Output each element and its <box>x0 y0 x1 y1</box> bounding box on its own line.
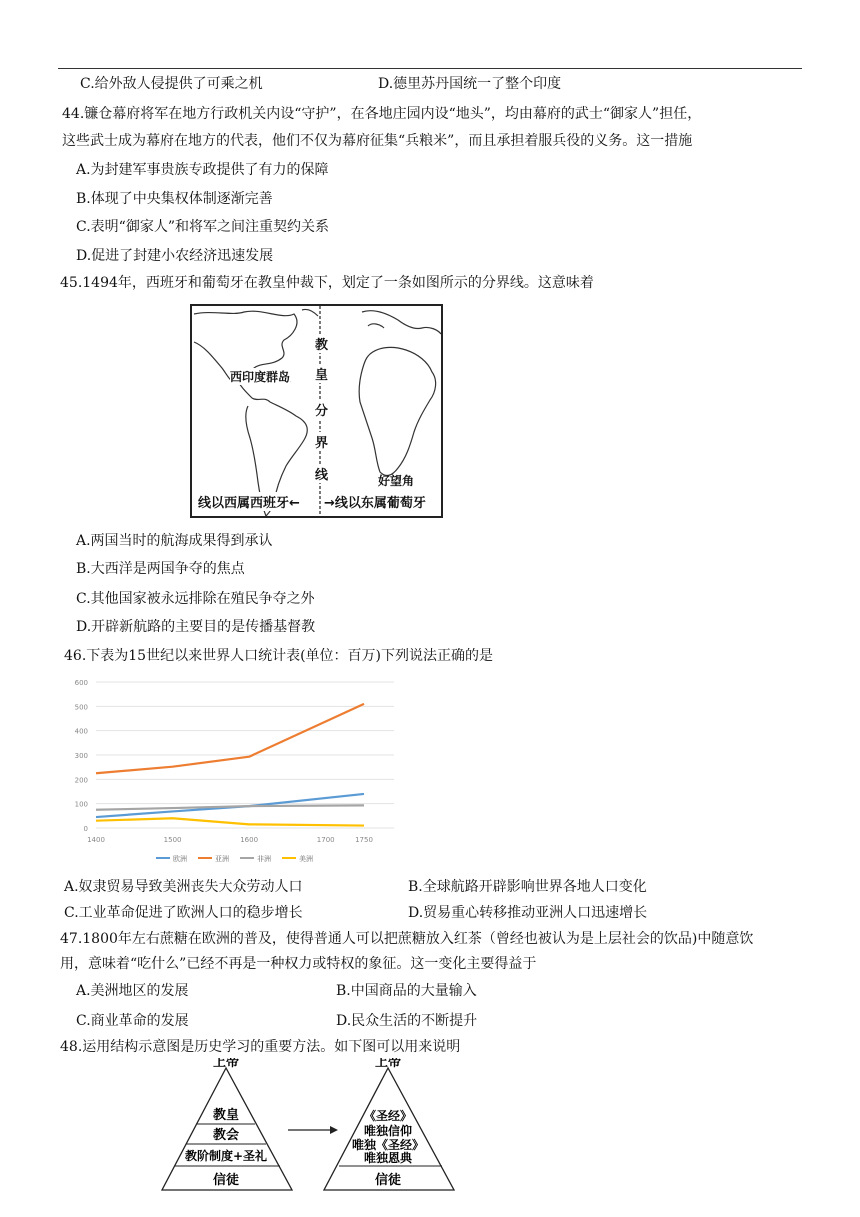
transition-arrow-icon <box>330 1126 338 1134</box>
west-indies-label: 西印度群岛 <box>230 370 291 384</box>
church-structure-svg <box>158 1058 458 1194</box>
header-rule <box>58 68 802 69</box>
q44-option-a[interactable]: A.为封建军事贵族专政提供了有力的保障 <box>76 162 329 178</box>
left-level-2: 教会 <box>212 1128 240 1143</box>
y-tick-label: 100 <box>74 800 88 809</box>
y-tick-label: 500 <box>74 703 88 712</box>
series-line <box>96 818 364 825</box>
cape-of-good-hope-label: 好望角 <box>378 474 415 488</box>
y-tick-label: 0 <box>83 825 88 833</box>
x-tick-label: 1500 <box>163 836 182 844</box>
q45-option-c[interactable]: C.其他国家被永远排除在殖民争夺之外 <box>76 591 315 607</box>
q44-stem-line-1: 44.镰仓幕府将军在地方行政机关内设“守护”，在各地庄园内设“地头”，均由幕府的武士“御家人”担任， <box>62 106 702 122</box>
q43-option-c[interactable]: C.给外敌人侵提供了可乘之机 <box>80 76 263 92</box>
line-char-5: 线 <box>315 464 328 483</box>
right-line-4: 唯独恩典 <box>363 1151 413 1165</box>
series-line <box>96 704 364 773</box>
demarcation-line-map <box>190 304 443 518</box>
x-tick-label: 1700 <box>316 836 335 844</box>
q46-option-c[interactable]: C.工业革命促进了欧洲人口的稳步增长 <box>64 905 303 921</box>
q46-option-b[interactable]: B.全球航路开辟影响世界各地人口变化 <box>408 879 647 895</box>
church-structure-diagram <box>158 1058 458 1194</box>
q48-stem: 48.运用结构示意图是历史学习的重要方法。如下图可以用来说明 <box>60 1039 461 1055</box>
y-tick-label: 300 <box>74 752 88 760</box>
q47-option-d[interactable]: D.民众生活的不断提升 <box>336 1013 478 1029</box>
right-top-label: 上帝 <box>374 1058 402 1070</box>
y-tick-label: 200 <box>74 776 88 785</box>
legend-label: 非洲 <box>257 855 271 863</box>
q47-option-a[interactable]: A.美洲地区的发展 <box>76 983 189 999</box>
right-line-3: 唯独《圣经》 <box>351 1138 425 1152</box>
west-arrow-icon: ← <box>289 496 300 511</box>
left-level-3: 教阶制度+圣礼 <box>184 1149 268 1163</box>
left-level-1: 教皇 <box>212 1108 240 1123</box>
east-portugal-label-group <box>324 492 426 511</box>
y-tick-label: 400 <box>74 727 88 736</box>
q47-stem-line-2: 用，意味着“吃什么”已经不再是一种权力或特权的象征。这一变化主要得益于 <box>60 956 537 972</box>
q46-option-a[interactable]: A.奴隶贸易导致美洲丧失大众劳动人口 <box>64 879 303 895</box>
right-line-1: 《圣经》 <box>363 1109 413 1123</box>
right-line-2: 唯独信仰 <box>363 1124 413 1138</box>
q45-option-b[interactable]: B.大西洋是两国争夺的焦点 <box>76 561 245 577</box>
x-tick-label: 1600 <box>240 836 259 844</box>
legend-label: 美洲 <box>299 855 313 863</box>
population-line-chart <box>64 672 404 872</box>
left-top-label: 上帝 <box>212 1058 240 1070</box>
population-chart-svg <box>64 672 404 872</box>
right-line-5: 信徒 <box>374 1173 402 1188</box>
x-tick-label: 1400 <box>87 836 105 844</box>
legend-label: 亚洲 <box>215 855 229 863</box>
q45-option-a[interactable]: A.两国当时的航海成果得到承认 <box>76 533 273 549</box>
q47-option-b[interactable]: B.中国商品的大量输入 <box>336 983 477 999</box>
q44-option-b[interactable]: B.体现了中央集权体制逐渐完善 <box>76 191 273 207</box>
line-char-3: 分 <box>315 400 328 419</box>
west-spain-label-group <box>198 492 300 511</box>
q47-option-c[interactable]: C.商业革命的发展 <box>76 1013 189 1029</box>
q45-option-d[interactable]: D.开辟新航路的主要目的是传播基督教 <box>76 619 316 635</box>
east-portugal-label: 线以东属葡萄牙 <box>334 496 426 511</box>
line-char-1: 教 <box>315 334 328 353</box>
east-arrow-icon: → <box>324 496 335 511</box>
q47-stem-line-1: 47.1800年左右蔗糖在欧洲的普及，使得普通人可以把蔗糖放入红茶（曾经也被认为是上层社会的饮品)中随意饮 <box>60 931 754 947</box>
left-level-4: 信徒 <box>212 1173 240 1188</box>
x-tick-label: 1750 <box>355 836 373 844</box>
q46-option-d[interactable]: D.贸易重心转移推动亚洲人口迅速增长 <box>408 905 648 921</box>
line-char-2: 皇 <box>315 364 328 383</box>
line-char-4: 界 <box>315 432 328 451</box>
legend-label: 欧洲 <box>173 855 187 863</box>
west-spain-label: 线以西属西班牙 <box>198 496 290 511</box>
q43-option-d[interactable]: D.德里苏丹国统一了整个印度 <box>378 76 562 92</box>
y-tick-label: 600 <box>74 679 88 687</box>
q44-stem-line-2: 这些武士成为幕府在地方的代表，他们不仅为幕府征集“兵粮米”，而且承担着服兵役的义务。这一措施 <box>62 133 693 149</box>
q45-stem: 45.1494年，西班牙和葡萄牙在教皇仲裁下，划定了一条如图所示的分界线。这意味着 <box>60 275 594 291</box>
q44-option-c[interactable]: C.表明“御家人”和将军之间注重契约关系 <box>76 219 329 235</box>
series-line <box>96 805 364 809</box>
q46-stem: 46.下表为15世纪以来世界人口统计表(单位：百万)下列说法正确的是 <box>64 648 494 664</box>
q44-option-d[interactable]: D.促进了封建小农经济迅速发展 <box>76 248 274 264</box>
